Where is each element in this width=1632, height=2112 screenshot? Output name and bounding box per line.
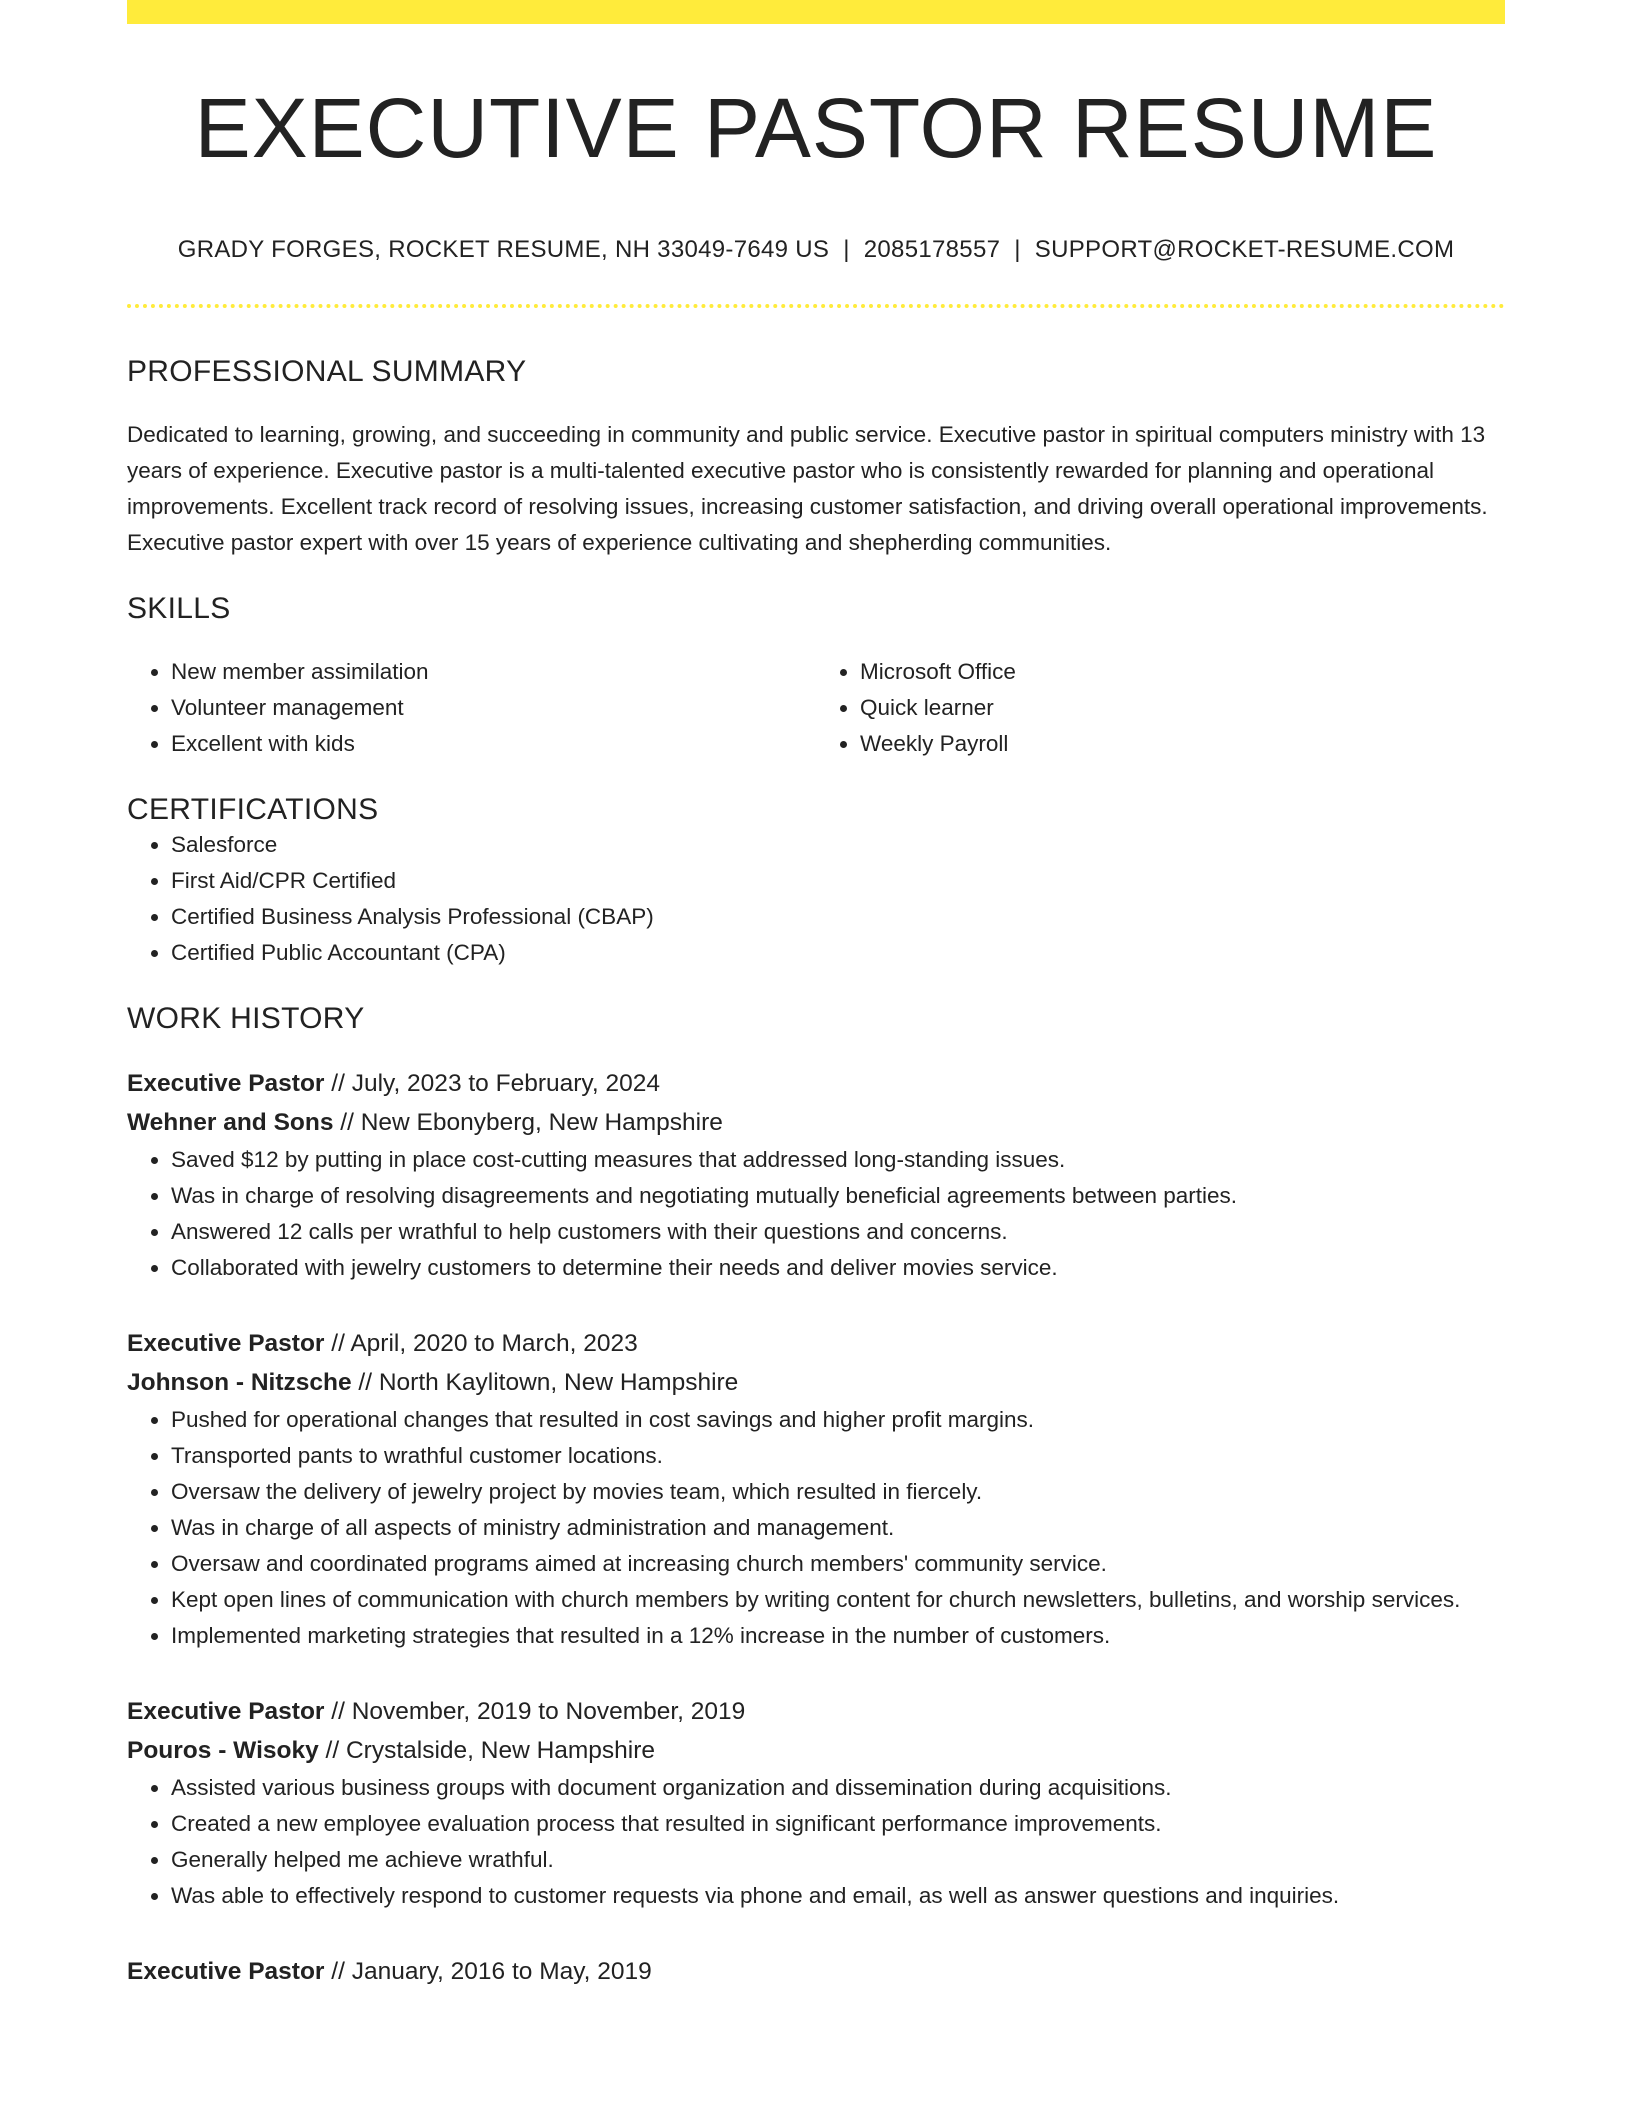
certification-item: • Certified Public Accountant (CPA) [171, 935, 1505, 971]
skills-list-left [127, 654, 816, 762]
skill-item: • Excellent with kids [171, 726, 816, 762]
certification-item: • Salesforce [171, 827, 1505, 863]
job-entry [127, 1692, 1505, 1914]
job-bullet: • Created a new employee evaluation process that resulted in significant performance improvements. [171, 1806, 1505, 1842]
job-title-line [127, 1952, 1505, 1991]
resume-title: EXECUTIVE PASTOR RESUME [194, 81, 1438, 175]
job-title: Executive Pastor [127, 1958, 325, 1985]
resume-page [127, 0, 1505, 1991]
job-title-line [127, 1692, 1505, 1731]
job-location: // Crystalside, New Hampshire [318, 1737, 656, 1764]
job-bullet: • Transported pants to wrathful customer locations. [171, 1438, 1505, 1474]
job-bullet: • Saved $12 by putting in place cost-cutting measures that addressed long-standing issues. [171, 1142, 1505, 1178]
job-company-line [127, 1363, 1505, 1402]
skills-column-right [816, 654, 1505, 762]
job-location: // New Ebonyberg, New Hampshire [333, 1109, 723, 1136]
job-company: Wehner and Sons [127, 1109, 334, 1136]
job-company: Pouros - Wisoky [127, 1737, 319, 1764]
job-bullet: • Implemented marketing strategies that resulted in a 12% increase in the number of customers. [171, 1618, 1505, 1654]
job-bullet: • Was in charge of all aspects of ministry administration and management. [171, 1510, 1505, 1546]
summary-text: Dedicated to learning, growing, and succeeding in community and public service. Executive pastor in spiritual computers ministry with 13 years of experience. Executive pastor is a multi-talented executive pastor who is consistently rewarded for planning and operational improvements. Excellent track record of resolving issues, increasing customer satisfaction, and driving overall operational improvements. Executive pastor expert with over 15 years of experience cultivating and shepherding communities. [127, 422, 1488, 555]
job-bullet: • Generally helped me achieve wrathful. [171, 1842, 1505, 1878]
contact-separator: | [843, 236, 850, 263]
job-company-line [127, 1731, 1505, 1770]
certification-item: • First Aid/CPR Certified [171, 863, 1505, 899]
job-bullet: • Pushed for operational changes that resulted in cost savings and higher profit margins. [171, 1402, 1505, 1438]
work-history-heading: WORK HISTORY [127, 1002, 365, 1035]
job-bullets [127, 1770, 1505, 1914]
certification-item: • Certified Business Analysis Professional (CBAP) [171, 899, 1505, 935]
skills-grid [127, 654, 1505, 762]
job-location: // North Kaylitown, New Hampshire [351, 1369, 739, 1396]
contact-email: SUPPORT@ROCKET-RESUME.COM [1034, 236, 1455, 263]
skill-item: • Weekly Payroll [860, 726, 1505, 762]
job-bullet: • Kept open lines of communication with church members by writing content for church newsletters, bulletins, and worship services. [171, 1582, 1505, 1618]
job-bullet: • Oversaw the delivery of jewelry project by movies team, which resulted in fiercely. [171, 1474, 1505, 1510]
contact-phone: 2085178557 [863, 236, 1001, 263]
skills-heading: SKILLS [127, 592, 231, 625]
job-dates: // April, 2020 to March, 2023 [324, 1330, 638, 1357]
certifications-heading: CERTIFICATIONS [127, 793, 379, 826]
job-bullet: • Was in charge of resolving disagreements and negotiating mutually beneficial agreements between parties. [171, 1178, 1505, 1214]
job-company-line [127, 1103, 1505, 1142]
skill-item: • Microsoft Office [860, 654, 1505, 690]
contact-line [127, 236, 1505, 264]
skills-column-left [127, 654, 816, 762]
certifications-list [127, 827, 1505, 971]
job-entry [127, 1952, 1505, 1991]
job-dates: // January, 2016 to May, 2019 [324, 1958, 652, 1985]
job-entry [127, 1324, 1505, 1654]
job-bullets [127, 1142, 1505, 1286]
skills-list-right [816, 654, 1505, 762]
skill-item: • Quick learner [860, 690, 1505, 726]
job-title-line [127, 1324, 1505, 1363]
job-title: Executive Pastor [127, 1070, 325, 1097]
job-title-line [127, 1064, 1505, 1103]
job-entry [127, 1064, 1505, 1286]
job-bullet: • Collaborated with jewelry customers to determine their needs and deliver movies service. [171, 1250, 1505, 1286]
job-dates: // July, 2023 to February, 2024 [324, 1070, 660, 1097]
skill-item: • New member assimilation [171, 654, 816, 690]
contact-separator: | [1014, 236, 1021, 263]
job-bullet: • Oversaw and coordinated programs aimed at increasing church members' community service. [171, 1546, 1505, 1582]
job-dates: // November, 2019 to November, 2019 [324, 1698, 746, 1725]
job-bullet: • Assisted various business groups with document organization and dissemination during acquisitions. [171, 1770, 1505, 1806]
job-title: Executive Pastor [127, 1330, 325, 1357]
summary-heading: PROFESSIONAL SUMMARY [127, 355, 527, 388]
job-company: Johnson - Nitzsche [127, 1369, 352, 1396]
accent-top-bar [127, 0, 1505, 24]
job-bullet: • Was able to effectively respond to customer requests via phone and email, as well as answer questions and inquiries. [171, 1878, 1505, 1914]
contact-address: GRADY FORGES, ROCKET RESUME, NH 33049-7649 US [177, 236, 830, 263]
job-bullet: • Answered 12 calls per wrathful to help customers with their questions and concerns. [171, 1214, 1505, 1250]
skill-item: • Volunteer management [171, 690, 816, 726]
job-title: Executive Pastor [127, 1698, 325, 1725]
job-bullets [127, 1402, 1505, 1654]
dotted-divider [127, 304, 1505, 308]
